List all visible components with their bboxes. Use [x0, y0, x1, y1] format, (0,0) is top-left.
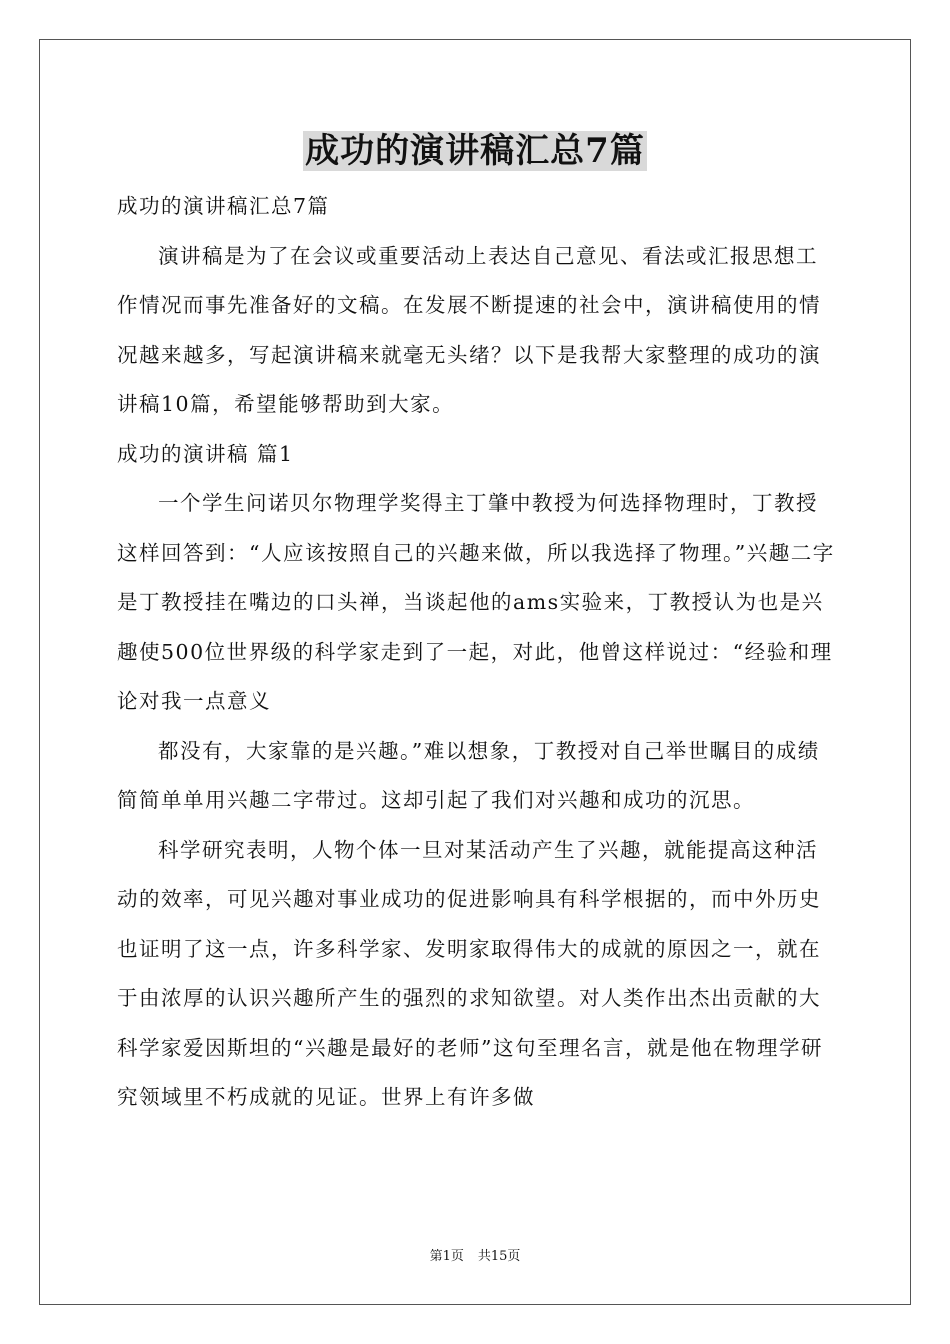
document-body — [117, 182, 835, 1123]
document-title-text: 成功的演讲稿汇总7篇 — [305, 131, 645, 171]
paragraph-body: 都没有，大家靠的是兴趣。”难以想象，丁教授对自己举世瞩目的成绩简简单单用兴趣二字带过。这却引起了我们对兴趣和成功的沉思。 — [117, 738, 820, 812]
section-heading: 成功的演讲稿 篇1 — [117, 441, 294, 466]
page-number: 第1页 — [429, 1249, 464, 1264]
paragraph-body: 一个学生问诺贝尔物理学奖得主丁肇中教授为何选择物理时，丁教授这样回答到：“人应该按照自己的兴趣来做，所以我选择了物理。”兴趣二字是丁教授挂在嘴边的口头禅，当谈起他的ams实验来，丁教授认为也是兴趣使500位世界级的科学家走到了一起，对此，他曾这样说过：“经验和理论对我一点意义 — [117, 491, 835, 713]
page-footer — [0, 1248, 950, 1266]
paragraph-subtitle: 成功的演讲稿汇总7篇 — [117, 194, 330, 218]
paragraph-body: 科学研究表明，人物个体一旦对某活动产生了兴趣，就能提高这种活动的效率，可见兴趣对事业成功的促进影响具有科学根据的，而中外历史也证明了这一点，许多科学家、发明家取得伟大的成就的原因之一，就在于由浓厚的认识兴趣所产生的强烈的求知欲望。对人类作出杰出贡献的大科学家爱因斯坦的“兴趣是最好的老师”这句至理名言，就是他在物理学研究领域里不朽成就的见证。世界上有许多做 — [117, 837, 823, 1109]
paragraph-intro: 演讲稿是为了在会议或重要活动上表达自己意见、看法或汇报思想工作情况而事先准备好的文稿。在发展不断提速的社会中，演讲稿使用的情况越来越多，写起演讲稿来就毫无头绪？以下是我帮大家整理的成功的演讲稿10篇，希望能够帮助到大家。 — [117, 243, 821, 416]
page-total: 共15页 — [477, 1249, 521, 1264]
document-title — [0, 128, 950, 174]
